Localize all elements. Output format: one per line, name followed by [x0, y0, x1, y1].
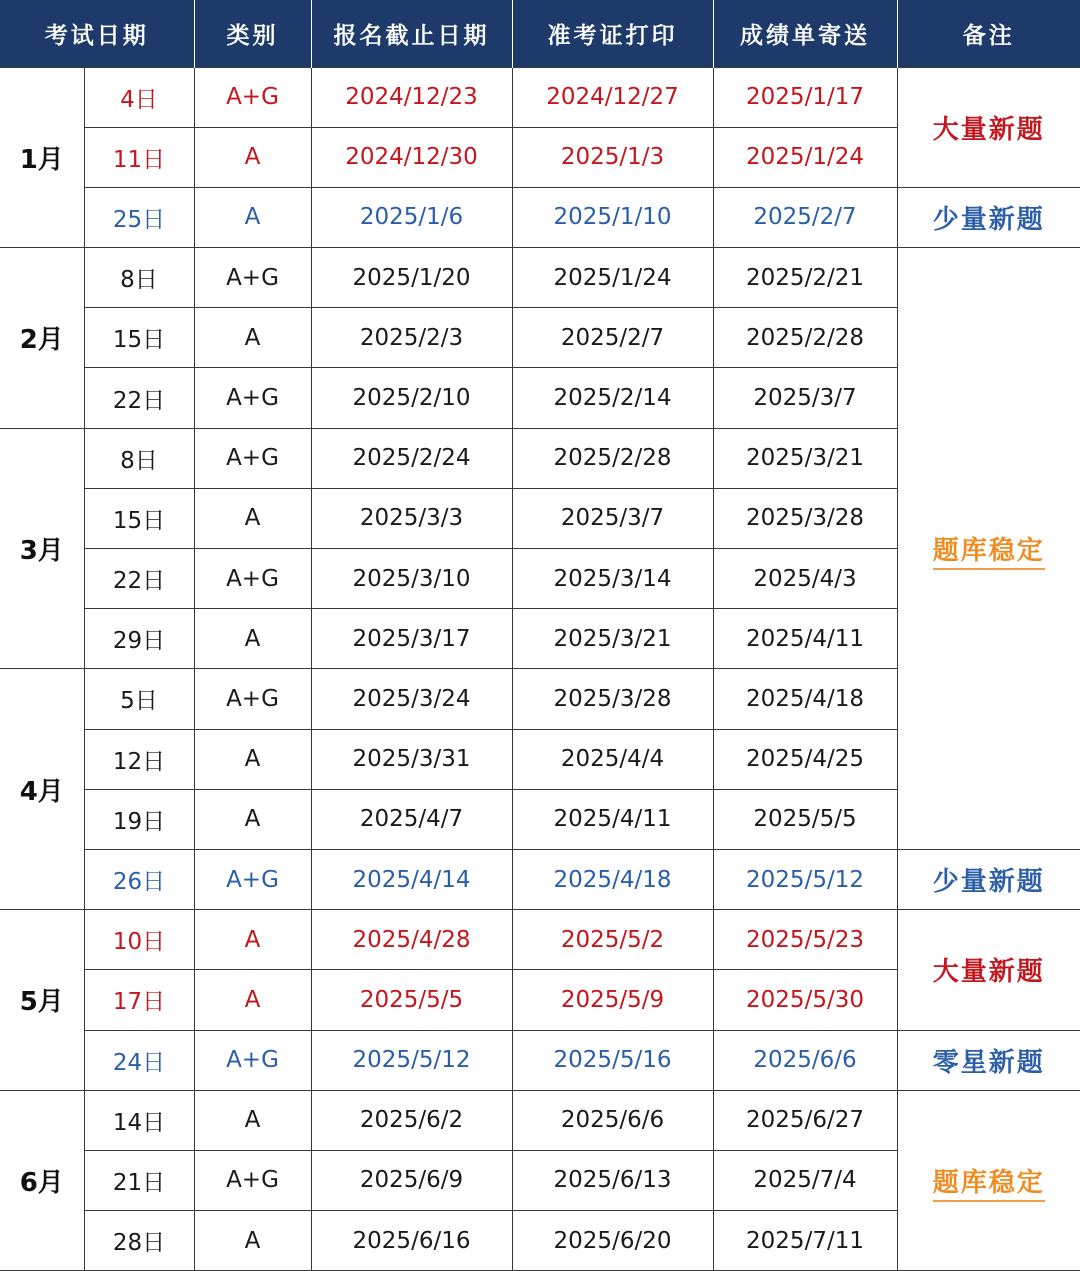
registration-deadline: 2025/2/10 — [311, 368, 512, 428]
table-row — [0, 910, 1080, 970]
exam-day: 26日 — [84, 849, 194, 909]
exam-category: A — [194, 488, 311, 548]
score-mail-date: 2025/7/11 — [713, 1211, 897, 1271]
header-category: 类别 — [194, 0, 311, 67]
registration-deadline: 2025/2/24 — [311, 428, 512, 488]
admission-print-date: 2025/4/4 — [512, 729, 713, 789]
exam-day: 12日 — [84, 729, 194, 789]
score-mail-date: 2025/4/25 — [713, 729, 897, 789]
admission-print-date: 2025/4/11 — [512, 789, 713, 849]
admission-print-date: 2025/4/18 — [512, 849, 713, 909]
header-note: 备注 — [897, 0, 1080, 67]
registration-deadline: 2025/5/12 — [311, 1030, 512, 1090]
registration-deadline: 2025/2/3 — [311, 308, 512, 368]
admission-print-date: 2025/5/2 — [512, 910, 713, 970]
admission-print-date: 2025/3/28 — [512, 669, 713, 729]
month-label: 5月 — [0, 910, 84, 1091]
table-header-row — [0, 0, 1080, 67]
registration-deadline: 2025/1/20 — [311, 248, 512, 308]
exam-category: A — [194, 1211, 311, 1271]
note-cell: 零星新题 — [897, 1030, 1080, 1090]
exam-day: 5日 — [84, 669, 194, 729]
month-label: 6月 — [0, 1090, 84, 1271]
admission-print-date: 2025/1/3 — [512, 127, 713, 187]
score-mail-date: 2025/6/6 — [713, 1030, 897, 1090]
exam-day: 22日 — [84, 549, 194, 609]
exam-day: 25日 — [84, 187, 194, 247]
exam-day: 19日 — [84, 789, 194, 849]
admission-print-date: 2025/2/7 — [512, 308, 713, 368]
exam-category: A — [194, 970, 311, 1030]
note-cell — [897, 1090, 1080, 1271]
header-score-mail: 成绩单寄送 — [713, 0, 897, 67]
score-mail-date: 2025/3/28 — [713, 488, 897, 548]
registration-deadline: 2024/12/23 — [311, 67, 512, 127]
table-row — [0, 248, 1080, 308]
registration-deadline: 2025/3/3 — [311, 488, 512, 548]
registration-deadline: 2025/3/17 — [311, 609, 512, 669]
exam-category: A+G — [194, 368, 311, 428]
month-label: 3月 — [0, 428, 84, 669]
admission-print-date: 2025/3/7 — [512, 488, 713, 548]
score-mail-date: 2025/4/18 — [713, 669, 897, 729]
admission-print-date: 2025/5/9 — [512, 970, 713, 1030]
registration-deadline: 2025/6/16 — [311, 1211, 512, 1271]
admission-print-date: 2024/12/27 — [512, 67, 713, 127]
score-mail-date: 2025/1/24 — [713, 127, 897, 187]
note-text: 题库稳定 — [933, 536, 1045, 570]
score-mail-date: 2025/3/7 — [713, 368, 897, 428]
header-exam-date: 考试日期 — [0, 0, 194, 67]
admission-print-date: 2025/2/28 — [512, 428, 713, 488]
exam-day: 4日 — [84, 67, 194, 127]
exam-category: A+G — [194, 1030, 311, 1090]
exam-category: A — [194, 729, 311, 789]
table-row — [0, 67, 1080, 127]
registration-deadline: 2025/4/28 — [311, 910, 512, 970]
exam-category: A+G — [194, 428, 311, 488]
score-mail-date: 2025/5/12 — [713, 849, 897, 909]
score-mail-date: 2025/1/17 — [713, 67, 897, 127]
admission-print-date: 2025/3/14 — [512, 549, 713, 609]
score-mail-date: 2025/5/5 — [713, 789, 897, 849]
header-registration-deadline: 报名截止日期 — [311, 0, 512, 67]
admission-print-date: 2025/6/20 — [512, 1211, 713, 1271]
score-mail-date: 2025/5/23 — [713, 910, 897, 970]
exam-category: A — [194, 308, 311, 368]
exam-day: 21日 — [84, 1150, 194, 1210]
exam-category: A — [194, 910, 311, 970]
registration-deadline: 2025/1/6 — [311, 187, 512, 247]
exam-category: A+G — [194, 549, 311, 609]
score-mail-date: 2025/6/27 — [713, 1090, 897, 1150]
exam-day: 11日 — [84, 127, 194, 187]
registration-deadline: 2025/5/5 — [311, 970, 512, 1030]
exam-category: A — [194, 1090, 311, 1150]
admission-print-date: 2025/5/16 — [512, 1030, 713, 1090]
exam-day: 14日 — [84, 1090, 194, 1150]
score-mail-date: 2025/2/21 — [713, 248, 897, 308]
note-cell: 大量新题 — [897, 67, 1080, 187]
exam-day: 8日 — [84, 428, 194, 488]
score-mail-date: 2025/5/30 — [713, 970, 897, 1030]
table-row — [0, 1090, 1080, 1150]
exam-day: 17日 — [84, 970, 194, 1030]
admission-print-date: 2025/6/6 — [512, 1090, 713, 1150]
exam-category: A+G — [194, 67, 311, 127]
exam-day: 10日 — [84, 910, 194, 970]
registration-deadline: 2025/3/10 — [311, 549, 512, 609]
header-admission-print: 准考证打印 — [512, 0, 713, 67]
note-cell: 少量新题 — [897, 187, 1080, 247]
admission-print-date: 2025/3/21 — [512, 609, 713, 669]
table-row — [0, 1030, 1080, 1090]
table-row — [0, 187, 1080, 247]
note-cell: 大量新题 — [897, 910, 1080, 1030]
exam-category: A+G — [194, 1150, 311, 1210]
registration-deadline: 2025/3/31 — [311, 729, 512, 789]
exam-day: 22日 — [84, 368, 194, 428]
note-cell: 少量新题 — [897, 849, 1080, 909]
exam-category: A+G — [194, 669, 311, 729]
exam-category: A — [194, 789, 311, 849]
registration-deadline: 2025/6/9 — [311, 1150, 512, 1210]
admission-print-date: 2025/2/14 — [512, 368, 713, 428]
registration-deadline: 2025/6/2 — [311, 1090, 512, 1150]
registration-deadline: 2024/12/30 — [311, 127, 512, 187]
score-mail-date: 2025/2/7 — [713, 187, 897, 247]
exam-category: A — [194, 609, 311, 669]
registration-deadline: 2025/4/14 — [311, 849, 512, 909]
score-mail-date: 2025/7/4 — [713, 1150, 897, 1210]
note-text: 题库稳定 — [933, 1168, 1045, 1202]
registration-deadline: 2025/4/7 — [311, 789, 512, 849]
exam-day: 29日 — [84, 609, 194, 669]
exam-category: A — [194, 127, 311, 187]
exam-day: 24日 — [84, 1030, 194, 1090]
exam-day: 15日 — [84, 308, 194, 368]
month-label: 1月 — [0, 67, 84, 248]
score-mail-date: 2025/3/21 — [713, 428, 897, 488]
month-label: 4月 — [0, 669, 84, 910]
admission-print-date: 2025/1/10 — [512, 187, 713, 247]
admission-print-date: 2025/1/24 — [512, 248, 713, 308]
score-mail-date: 2025/4/11 — [713, 609, 897, 669]
exam-category: A+G — [194, 248, 311, 308]
exam-category: A+G — [194, 849, 311, 909]
table-row — [0, 849, 1080, 909]
score-mail-date: 2025/2/28 — [713, 308, 897, 368]
exam-day: 8日 — [84, 248, 194, 308]
exam-category: A — [194, 187, 311, 247]
admission-print-date: 2025/6/13 — [512, 1150, 713, 1210]
exam-day: 15日 — [84, 488, 194, 548]
registration-deadline: 2025/3/24 — [311, 669, 512, 729]
note-cell — [897, 248, 1080, 850]
month-label: 2月 — [0, 248, 84, 429]
score-mail-date: 2025/4/3 — [713, 549, 897, 609]
exam-day: 28日 — [84, 1211, 194, 1271]
